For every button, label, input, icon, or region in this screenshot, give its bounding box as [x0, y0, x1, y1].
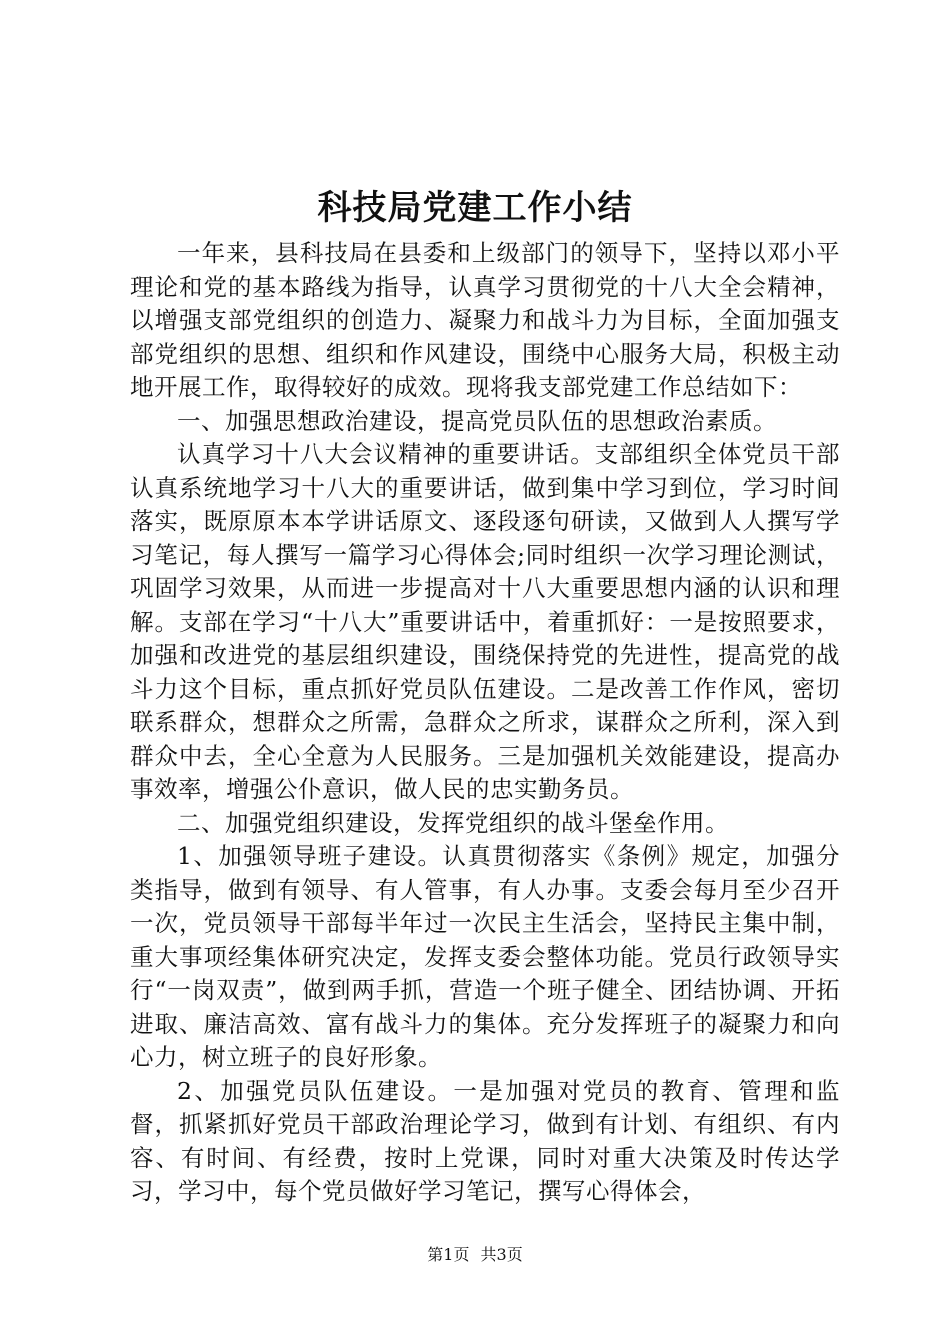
intro-paragraph: 一年来，县科技局在县委和上级部门的领导下，坚持以邓小平理论和党的基本路线为指导，认真学习贯彻党的十八大全会精神，以增强支部党组织的创造力、凝聚力和战斗力为目标，全面加强支部党组织的思想、组织和作风建设，围绕中心服务大局，积极主动地开展工作，取得较好的成效。现将我支部党建工作总结如下：	[130, 239, 840, 401]
document-title: 科技局党建工作小结	[317, 188, 633, 228]
body-paragraph: 认真学习十八大会议精神的重要讲话。支部组织全体党员干部认真系统地学习十八大的重要讲话，做到集中学习到位，学习时间落实，既原原本本学讲话原文、逐段逐句研读，又做到人人撰写学习笔记，每人撰写一篇学习心得体会;同时组织一次学习理论测试，巩固学习效果，从而进一步提高对十八大重要思想内涵的认识和理解。支部在学习“十八大”重要讲话中，着重抓好：一是按照要求，加强和改进党的基层组织建设，围绕保持党的先进性，提高党的战斗力这个目标，重点抓好党员队伍建设。二是改善工作作风，密切联系群众，想群众之所需，急群众之所求，谋群众之所利，深入到群众中去，全心全意为人民服务。三是加强机关效能建设，提高办事效率，增强公仆意识，做人民的忠实勤务员。	[130, 440, 840, 803]
document-body	[130, 237, 840, 1209]
section-heading-1: 一、加强思想政治建设，提高党员队伍的思想政治素质。	[177, 406, 777, 435]
page-total: 共3页	[480, 1245, 523, 1264]
body-paragraph: 2、加强党员队伍建设。一是加强对党员的教育、管理和监督，抓紧抓好党员干部政治理论学习，做到有计划、有组织、有内容、有时间、有经费，按时上党课，同时对重大决策及时传达学习，学习中，每个党员做好学习笔记，撰写心得体会，	[130, 1076, 840, 1205]
body-paragraph: 1、加强领导班子建设。认真贯彻落实《条例》规定，加强分类指导，做到有领导、有人管事，有人办事。支委会每月至少召开一次，党员领导干部每半年过一次民主生活会，坚持民主集中制，重大事项经集体研究决定，发挥支委会整体功能。党员行政领导实行“一岗双责”，做到两手抓，营造一个班子健全、团结协调、开拓进取、廉洁高效、富有战斗力的集体。充分发挥班子的凝聚力和向心力，树立班子的良好形象。	[130, 842, 840, 1071]
page-number: 第1页	[427, 1245, 470, 1264]
section-heading-2: 二、加强党组织建设，发挥党组织的战斗堡垒作用。	[177, 808, 729, 837]
page-footer	[0, 1244, 950, 1266]
